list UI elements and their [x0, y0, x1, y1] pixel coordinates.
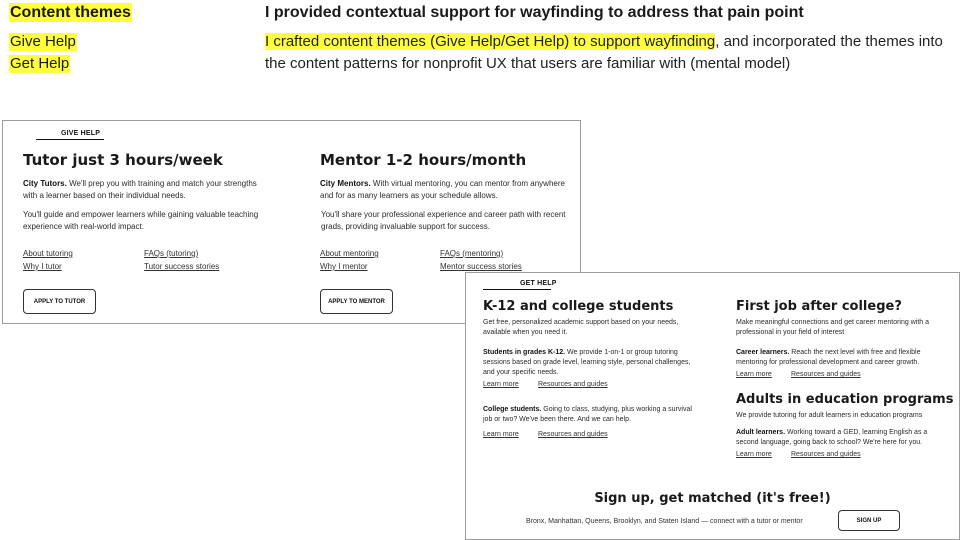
give-help-tag-rule — [36, 139, 104, 140]
k12-intro: Get free, personalized academic support based on your needs, available when you need it. — [483, 319, 679, 336]
tutor-title: Tutor just 3 hours/week — [23, 151, 223, 169]
adult-learners — [736, 428, 946, 448]
narrative-rest: , and incorporated the themes into the content patterns for nonprofit UX that users are familiar with (mental model) — [265, 33, 943, 72]
career-learners — [736, 348, 946, 368]
college-learn-more-link[interactable]: Learn more — [483, 431, 519, 438]
apply-to-tutor-button[interactable]: APPLY TO TUTOR — [23, 289, 96, 314]
k12-resources-link[interactable]: Resources and guides — [538, 381, 608, 388]
theme-give-help: Give Help — [10, 33, 76, 50]
college-resources-link[interactable]: Resources and guides — [538, 431, 608, 438]
tutor-lead — [23, 178, 263, 202]
faqs-tutoring-link[interactable]: FAQs (tutoring) — [144, 249, 199, 258]
adult-resources-link[interactable]: Resources and guides — [791, 451, 861, 458]
signup-note: Bronx, Manhattan, Queens, Brooklyn, and Staten Island — connect with a tutor or mentor — [526, 518, 803, 525]
narrative-body — [265, 31, 945, 75]
why-i-mentor-link[interactable]: Why I mentor — [320, 262, 368, 271]
first-job-intro: Make meaningful connections and get career mentoring with a professional in your field of interest — [736, 319, 929, 336]
college-students-bold: College students. — [483, 406, 542, 413]
k12-students-text: We provide 1-on-1 or group tutoring sessions based on grade level, learning style, personal challenges, and your specific needs. — [483, 349, 691, 376]
content-themes-heading: Content themes — [10, 4, 131, 21]
career-learn-more-link[interactable]: Learn more — [736, 371, 772, 378]
k12-title: K-12 and college students — [483, 299, 674, 314]
tutor-lead-text: We'll prep you with training and match your strengths with a learner based on their individual needs. — [23, 179, 257, 200]
tutor-success-stories-link[interactable]: Tutor success stories — [144, 262, 220, 271]
give-help-tag: GIVE HELP — [61, 130, 101, 137]
career-learners-text: Reach the next level with free and flexible mentoring for professional development and career growth. — [736, 349, 921, 366]
mentor-title: Mentor 1-2 hours/month — [320, 151, 527, 169]
narrative-highlight: I crafted content themes (Give Help/Get Help) to support wayfinding — [265, 33, 716, 50]
mentor-success-stories-link[interactable]: Mentor success stories — [440, 262, 522, 271]
mentor-para2: You'll share your professional experience and career path with recent grads, providing invaluable support for success. — [321, 210, 566, 231]
get-help-tag: GET HELP — [520, 280, 557, 287]
why-i-tutor-link[interactable]: Why I tutor — [23, 262, 62, 271]
career-learners-bold: Career learners. — [736, 349, 790, 356]
get-help-card — [465, 272, 960, 540]
first-job-title: First job after college? — [736, 299, 902, 314]
narrative-headline: I provided contextual support for wayfinding to address that pain point — [265, 4, 804, 21]
college-students-text: Going to class, studying, plus working a survival job or two? We've been there. And we can help. — [483, 406, 692, 423]
adult-learners-text: Working toward a GED, learning English as a second language, going back to school? We're here for you. — [736, 429, 928, 446]
sign-up-button[interactable]: SIGN UP — [838, 510, 900, 531]
mentor-lead — [320, 178, 570, 202]
get-help-tag-rule — [483, 289, 551, 290]
about-tutoring-link[interactable]: About tutoring — [23, 249, 73, 258]
mentor-lead-bold: City Mentors. — [320, 179, 371, 188]
adults-title: Adults in education programs — [736, 392, 954, 407]
k12-students — [483, 348, 695, 378]
college-students — [483, 405, 695, 425]
adult-learn-more-link[interactable]: Learn more — [736, 451, 772, 458]
k12-learn-more-link[interactable]: Learn more — [483, 381, 519, 388]
career-resources-link[interactable]: Resources and guides — [791, 371, 861, 378]
theme-get-help: Get Help — [10, 55, 70, 72]
faqs-mentoring-link[interactable]: FAQs (mentoring) — [440, 249, 504, 258]
apply-to-mentor-button[interactable]: APPLY TO MENTOR — [320, 289, 393, 314]
mentor-lead-text: With virtual mentoring, you can mentor from anywhere and for as many learners as your schedule allows. — [320, 179, 565, 200]
adult-learners-bold: Adult learners. — [736, 429, 786, 436]
tutor-para2: You'll guide and empower learners while gaining valuable teaching experience with real-world impact. — [23, 210, 259, 231]
k12-students-bold: Students in grades K-12. — [483, 349, 566, 356]
tutor-lead-bold: City Tutors. — [23, 179, 67, 188]
adults-intro: We provide tutoring for adult learners in education programs — [736, 412, 923, 419]
signup-title: Sign up, get matched (it's free!) — [594, 491, 831, 506]
about-mentoring-link[interactable]: About mentoring — [320, 249, 379, 258]
